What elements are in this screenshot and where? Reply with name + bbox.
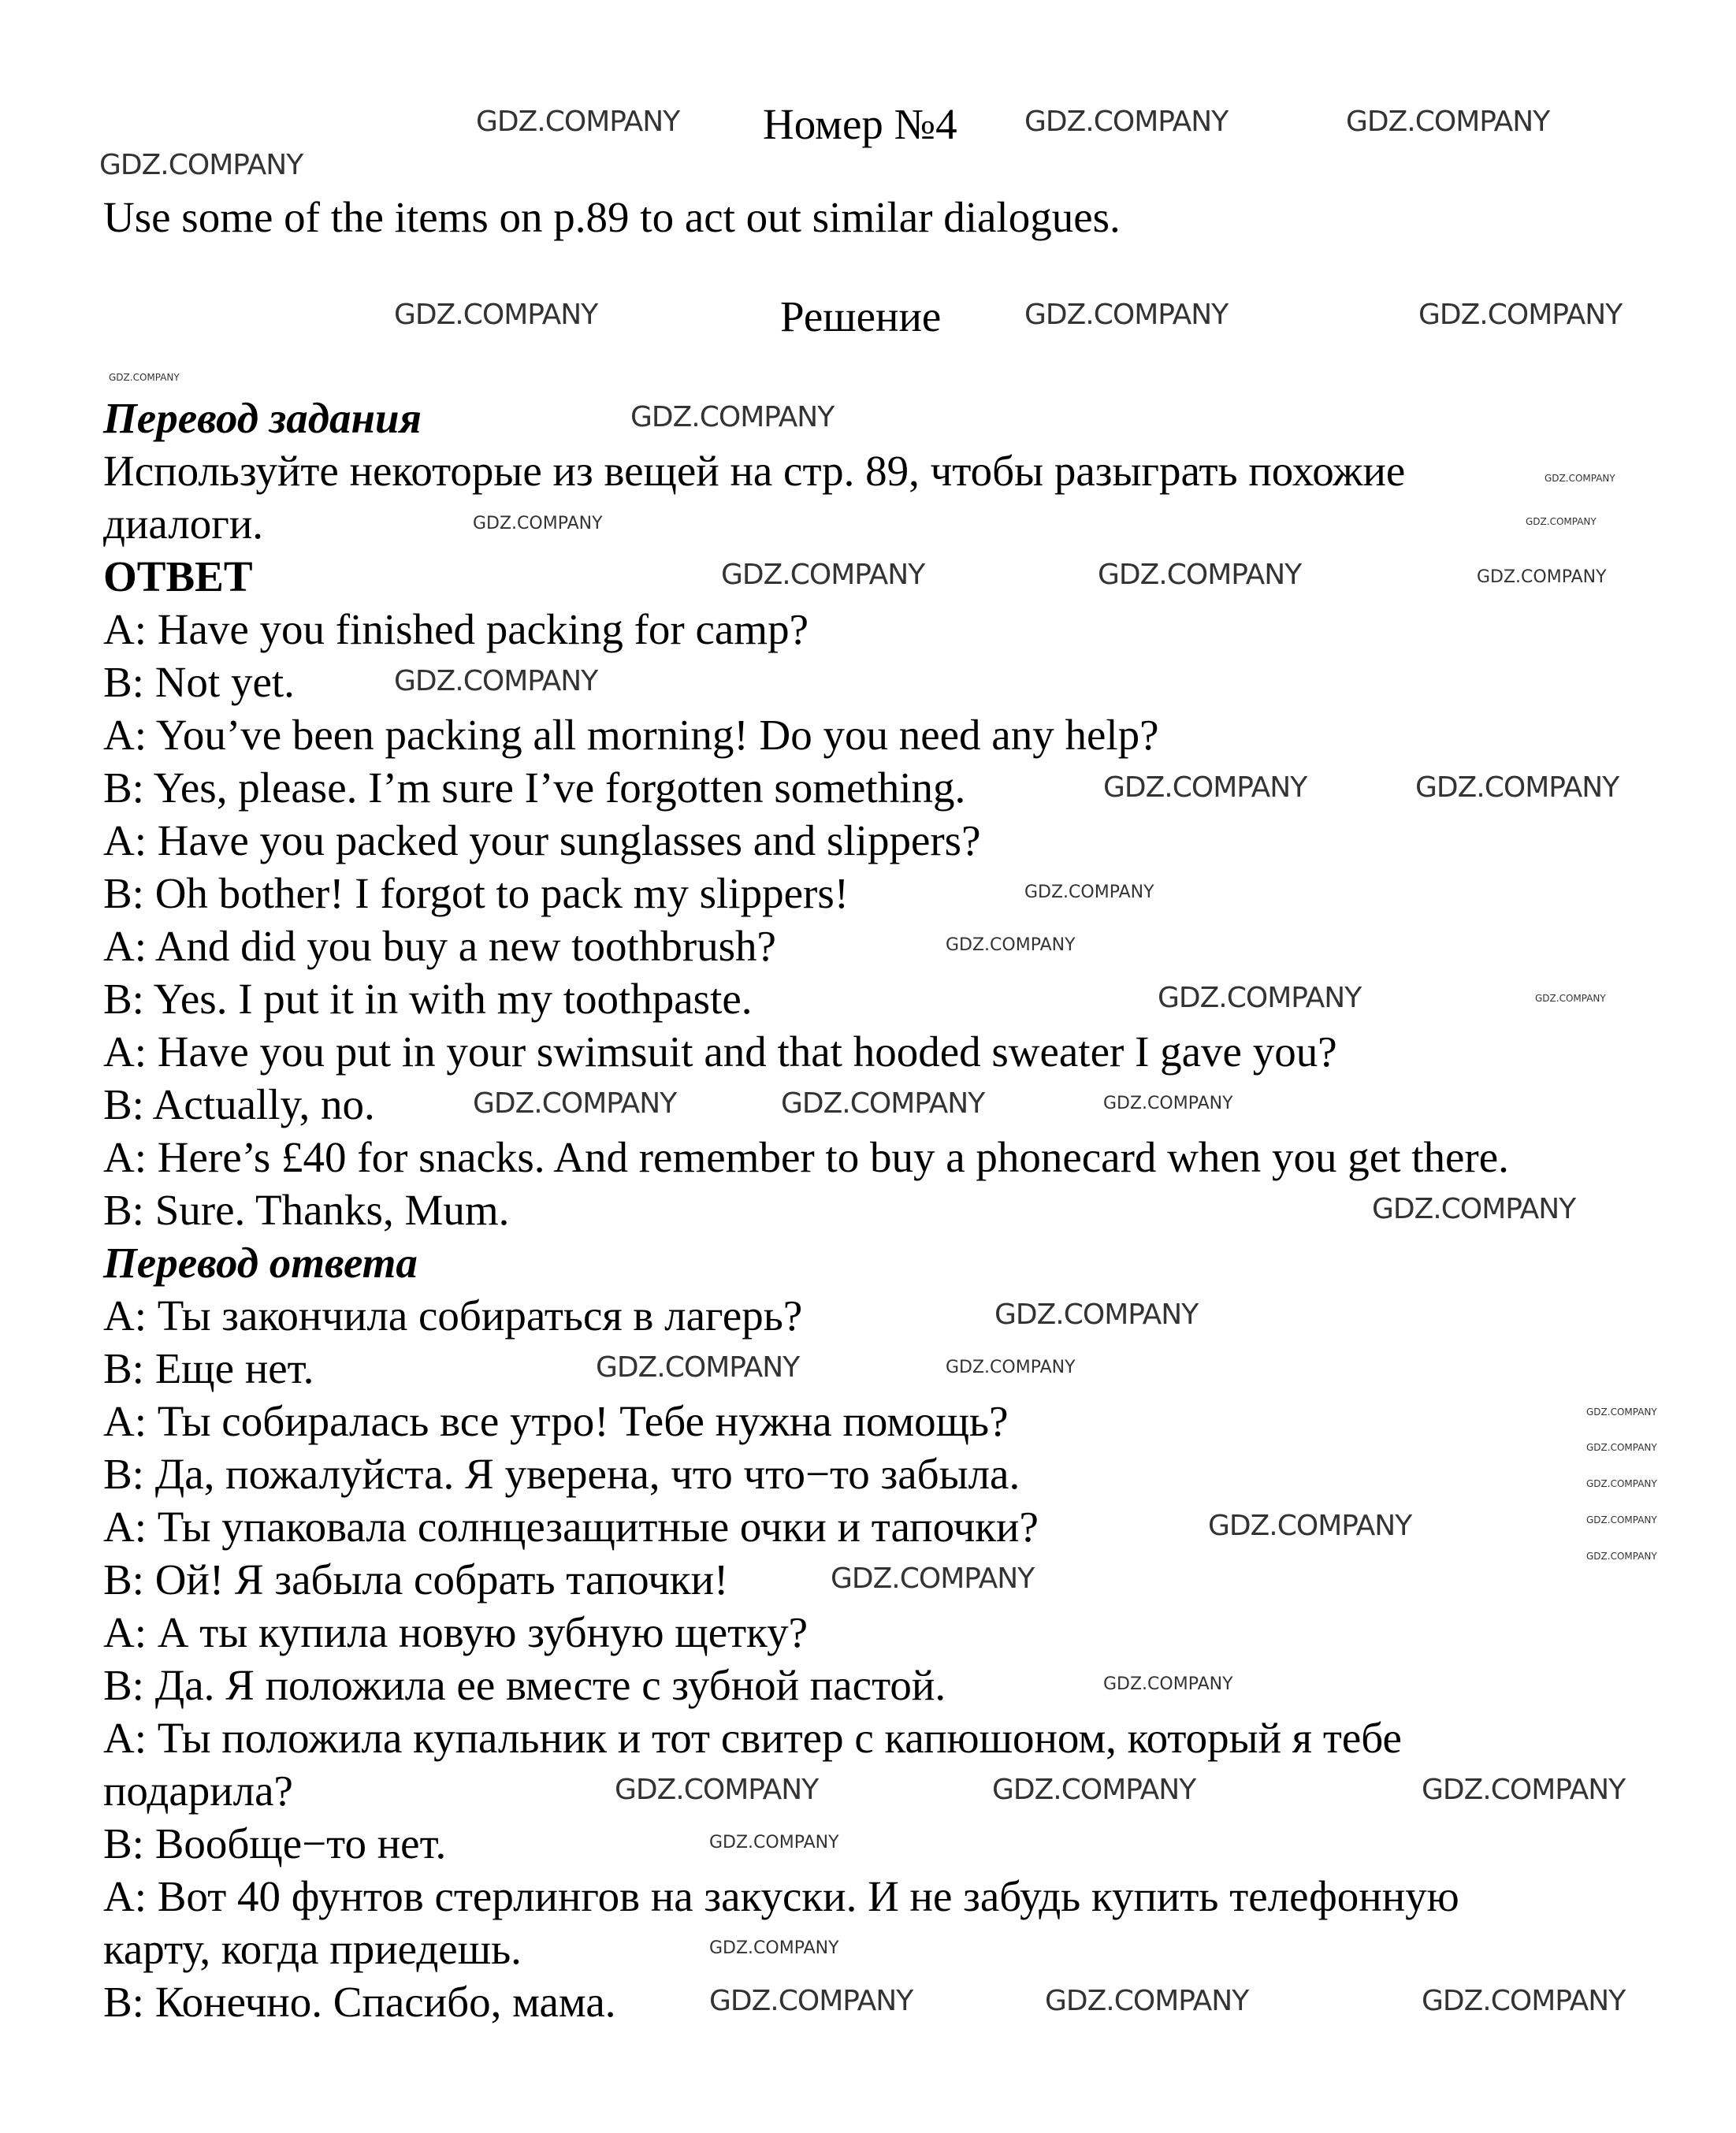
watermark: GDZ.COMPANY	[1586, 1442, 1657, 1453]
watermark: GDZ.COMPANY	[1024, 883, 1154, 902]
watermark: GDZ.COMPANY	[99, 149, 303, 181]
watermark: GDZ.COMPANY	[394, 299, 598, 331]
watermark: GDZ.COMPANY	[709, 1938, 839, 1958]
dialogue-line: A: Вот 40 фунтов стерлингов на закуски. И не забудь купить телефонную	[103, 1872, 1459, 1920]
dialogue-line: подарила?	[103, 1767, 293, 1815]
watermark: GDZ.COMPANY	[721, 559, 925, 591]
watermark: GDZ.COMPANY	[630, 401, 835, 433]
dialogue-line: B: Да, пожалуйста. Я уверена, что что−то забыла.	[103, 1450, 1020, 1498]
watermark: GDZ.COMPANY	[781, 1087, 985, 1120]
watermark: GDZ.COMPANY	[596, 1351, 800, 1384]
watermark: GDZ.COMPANY	[946, 1358, 1076, 1377]
watermark: GDZ.COMPANY	[1422, 1985, 1626, 2017]
watermark: GDZ.COMPANY	[1418, 299, 1623, 331]
watermark: GDZ.COMPANY	[1024, 299, 1229, 331]
page-title: Номер №4	[763, 100, 957, 148]
dialogue-line: A: А ты купила новую зубную щетку?	[103, 1608, 808, 1656]
dialogue-line: A: Ты закончила собираться в лагерь?	[103, 1291, 803, 1340]
dialogue-line: B: Конечно. Спасибо, мама.	[103, 1978, 616, 2026]
dialogue-line: B: Вообще−то нет.	[103, 1819, 447, 1867]
dialogue-line: B: Sure. Thanks, Mum.	[103, 1186, 510, 1234]
text-line: диалоги.	[103, 500, 264, 548]
watermark: GDZ.COMPANY	[992, 1774, 1196, 1806]
watermark: GDZ.COMPANY	[1024, 106, 1229, 138]
watermark: GDZ.COMPANY	[1045, 1985, 1249, 2017]
watermark: GDZ.COMPANY	[831, 1563, 1035, 1595]
answer-translation-heading: Перевод ответа	[103, 1239, 418, 1287]
watermark: GDZ.COMPANY	[1586, 1514, 1657, 1525]
dialogue-line: B: Oh bother! I forgot to pack my slippers!	[103, 869, 849, 917]
dialogue-line: B: Ой! Я забыла собрать тапочки!	[103, 1555, 729, 1603]
dialogue-line: A: Ты положила купальник и тот свитер с капюшоном, который я тебе	[103, 1714, 1402, 1762]
dialogue-line: B: Yes, please. I’m sure I’ve forgotten something.	[103, 764, 966, 812]
answer-heading: ОТВЕТ	[103, 552, 253, 600]
watermark: GDZ.COMPANY	[1098, 559, 1302, 591]
watermark: GDZ.COMPANY	[1103, 1674, 1233, 1694]
watermark: GDZ.COMPANY	[1545, 473, 1615, 484]
watermark: GDZ.COMPANY	[1372, 1193, 1576, 1225]
task-text: Use some of the items on p.89 to act out similar dialogues.	[103, 193, 1121, 241]
watermark: GDZ.COMPANY	[1346, 106, 1550, 138]
dialogue-line: A: Here’s £40 for snacks. And remember to buy a phonecard when you get there.	[103, 1133, 1509, 1181]
watermark: GDZ.COMPANY	[1415, 771, 1619, 804]
watermark: GDZ.COMPANY	[946, 935, 1076, 955]
dialogue-line: B: Да. Я положила ее вместе с зубной пастой.	[103, 1661, 946, 1709]
watermark: GDZ.COMPANY	[1526, 516, 1597, 527]
dialogue-line: B: Not yet.	[103, 658, 295, 706]
watermark: GDZ.COMPANY	[473, 514, 603, 533]
watermark: GDZ.COMPANY	[473, 1087, 677, 1120]
dialogue-line: A: You’ve been packing all morning! Do you need any help?	[103, 711, 1159, 759]
watermark: GDZ.COMPANY	[1208, 1510, 1412, 1542]
watermark: GDZ.COMPANY	[1103, 1094, 1233, 1113]
watermark: GDZ.COMPANY	[615, 1774, 819, 1806]
watermark: GDZ.COMPANY	[476, 106, 680, 138]
watermark: GDZ.COMPANY	[1586, 1551, 1657, 1562]
watermark: GDZ.COMPANY	[709, 1985, 913, 2017]
dialogue-line: B: Yes. I put it in with my toothpaste.	[103, 975, 753, 1023]
watermark: GDZ.COMPANY	[109, 372, 180, 383]
watermark: GDZ.COMPANY	[1422, 1774, 1626, 1806]
watermark: GDZ.COMPANY	[1586, 1407, 1657, 1418]
dialogue-line: B: Actually, no.	[103, 1080, 375, 1128]
watermark: GDZ.COMPANY	[1586, 1478, 1657, 1489]
text-line: Используйте некоторые из вещей на стр. 89, чтобы разыграть похожие	[103, 447, 1406, 495]
dialogue-line: A: Have you packed your sunglasses and slippers?	[103, 816, 981, 864]
dialogue-line: A: Ты упаковала солнцезащитные очки и тапочки?	[103, 1503, 1039, 1551]
dialogue-line: карту, когда приедешь.	[103, 1925, 522, 1973]
dialogue-line: A: And did you buy a new toothbrush?	[103, 922, 776, 970]
watermark: GDZ.COMPANY	[709, 1833, 839, 1852]
dialogue-line: B: Еще нет.	[103, 1344, 314, 1392]
task-translation-heading: Перевод задания	[103, 394, 422, 442]
watermark: GDZ.COMPANY	[1103, 771, 1307, 804]
watermark: GDZ.COMPANY	[394, 665, 598, 697]
watermark: GDZ.COMPANY	[1535, 993, 1606, 1004]
watermark: GDZ.COMPANY	[1158, 982, 1362, 1014]
dialogue-line: A: Have you put in your swimsuit and that hooded sweater I gave you?	[103, 1027, 1337, 1076]
solution-heading: Решение	[780, 292, 942, 340]
dialogue-line: A: Have you finished packing for camp?	[103, 605, 809, 653]
dialogue-line: A: Ты собиралась все утро! Тебе нужна помощь?	[103, 1397, 1009, 1445]
watermark: GDZ.COMPANY	[1477, 567, 1607, 587]
watermark: GDZ.COMPANY	[994, 1299, 1199, 1331]
